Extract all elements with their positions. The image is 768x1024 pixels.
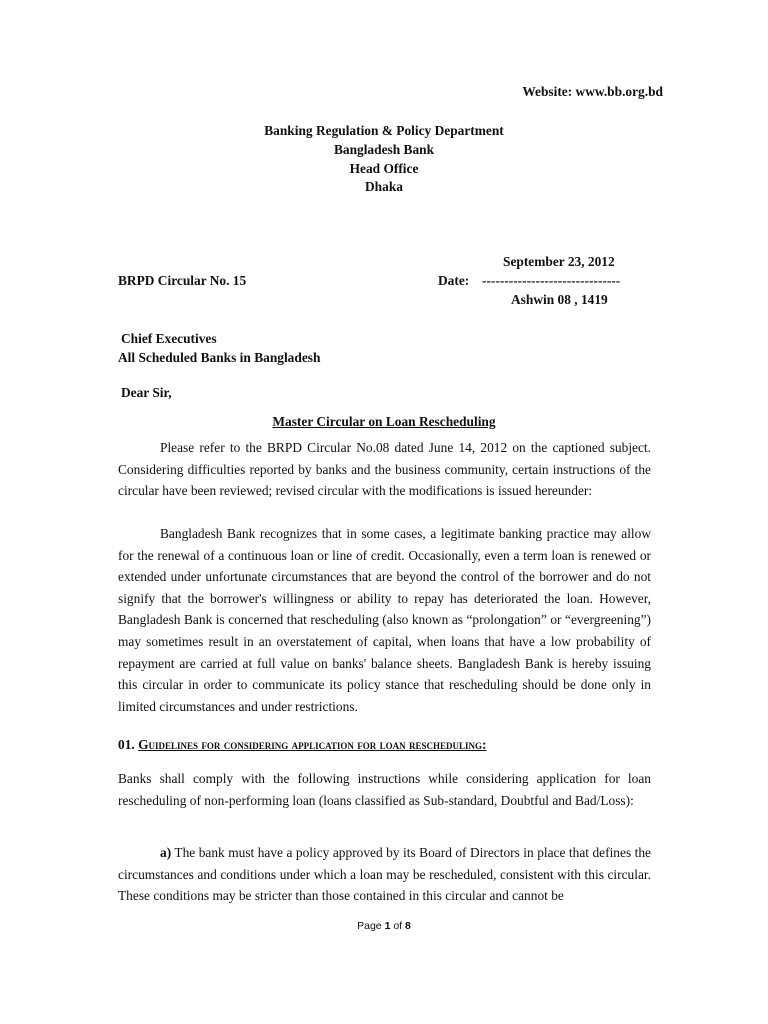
date-gregorian: September 23, 2012 <box>503 254 615 269</box>
city-name: Dhaka <box>365 179 403 195</box>
footer-page-current: 1 <box>384 920 391 932</box>
list-item-a <box>118 842 651 907</box>
date-bangla: Ashwin 08 , 1419 <box>511 292 608 307</box>
section-title <box>138 737 486 752</box>
letterhead <box>0 122 768 197</box>
date-label: Date: <box>438 273 470 288</box>
bank-name: Bangladesh Bank <box>333 141 435 157</box>
website-line: Website: www.bb.org.bd <box>522 84 663 99</box>
salutation: Dear Sir, <box>121 385 172 400</box>
paragraph-instructions: Banks shall comply with the following instructions while considering application for loan rescheduling of non-performing loan (loans classified as Sub-standard, Doubtful and Bad/Loss): <box>118 771 651 808</box>
paragraph-intro: Please refer to the BRPD Circular No.08 dated June 14, 2012 on the captioned subject. Considering difficulties reported by banks and the business community, certain instructions of the circular have been reviewed; revised circular with the modifications is issued hereunder: <box>118 440 651 499</box>
footer-of-word: of <box>393 920 403 932</box>
addressee-block <box>118 330 320 367</box>
circular-number: BRPD Circular No. 15 <box>118 273 247 288</box>
footer-page-total: 8 <box>405 920 411 932</box>
footer-page-word: Page <box>357 920 382 932</box>
subject-heading: Master Circular on Loan Rescheduling <box>272 414 496 429</box>
addressee-line-2: All Scheduled Banks in Bangladesh <box>118 349 321 365</box>
date-separator: ------------------------------- <box>482 273 621 288</box>
paragraph-policy: Bangladesh Bank recognizes that in some cases, a legitimate banking practice may allow for the renewal of a continuous loan or line of credit. Occasionally, even a term loan is renewed or extended under unfortunate circumstances that are beyond the control of the borrower and do not signify that the borrower's willingness or ability to repay has deteriorated the loan. However, Bangladesh Bank is concerned that rescheduling (also known as “prolongation” or “evergreening”) may sometimes result in an overstatement of capital, when loans that have a low probability of repayment are carried at full value on banks' balance sheets. Bangladesh Bank is hereby issuing this circular in order to communicate its policy stance that rescheduling should be done only in limited circumstances and under restrictions. <box>118 526 651 714</box>
list-item-a-label: a) <box>160 845 172 860</box>
page-footer <box>0 920 768 932</box>
department-name: Banking Regulation & Policy Department <box>264 123 504 138</box>
office-name: Head Office <box>349 160 419 176</box>
section-title-text: Guidelines for considering application for loan rescheduling <box>138 737 482 752</box>
section-heading <box>118 737 651 753</box>
list-item-a-text: The bank must have a policy approved by its Board of Directors in place that defines the circumstances and conditions under which a loan may be rescheduled, consistent with this circular. These conditions may be stricter than those contained in this circular and cannot be <box>118 845 651 904</box>
section-number: 01. <box>118 737 135 752</box>
addressee-line-1: Chief Executives <box>121 331 217 346</box>
section-title-colon: : <box>482 737 487 752</box>
